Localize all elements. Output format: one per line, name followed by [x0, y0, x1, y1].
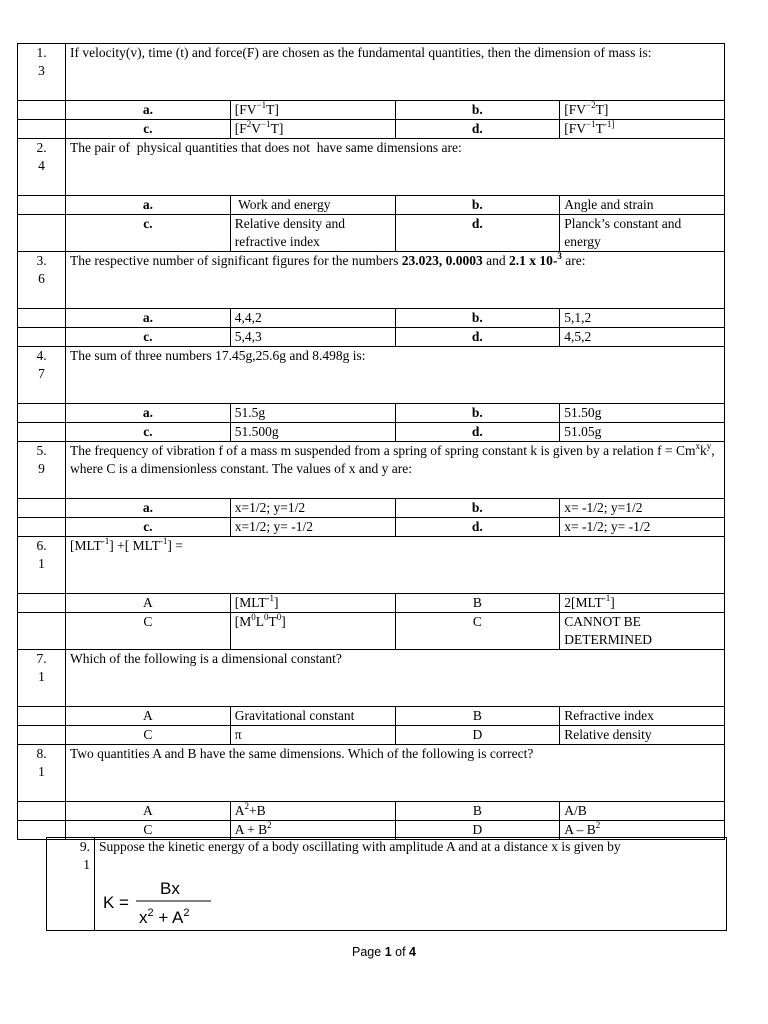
option-label: a. [66, 499, 231, 518]
blank-cell [18, 404, 66, 423]
blank-cell [18, 726, 66, 745]
option-label: a. [66, 101, 231, 120]
question-row [18, 442, 725, 499]
option-text: x=1/2; y= -1/2 [230, 518, 395, 537]
option-text: 51.05g [560, 423, 725, 442]
option-text: $[MLT^{-1}]$ [230, 594, 395, 613]
blank-cell [18, 613, 66, 650]
option-text: A – $B^2$ [560, 821, 725, 840]
option-row [18, 328, 725, 347]
option-row [18, 613, 725, 650]
option-label: A [66, 707, 231, 726]
option-text: π [230, 726, 395, 745]
option-text: 51.5g [230, 404, 395, 423]
question-text: If velocity(v), time (t) and force(F) are chosen as the fundamental quantities, then the dimension of mass is: [66, 44, 725, 101]
option-label: d. [395, 215, 560, 252]
option-text: CANNOT BE DETERMINED [560, 613, 725, 650]
blank-cell [18, 328, 66, 347]
question-number: 5. 9 [18, 442, 66, 499]
option-text: $2[MLT^{-1}]$ [560, 594, 725, 613]
option-label: b. [395, 101, 560, 120]
question-number: 7. 1 [18, 650, 66, 707]
option-text: 51.500g [230, 423, 395, 442]
option-label: c. [66, 120, 231, 139]
page-footer: Page 1 of 4 [352, 945, 416, 959]
blank-cell [18, 101, 66, 120]
option-text: $[F^2V^{-1}T]$ [230, 120, 395, 139]
option-text: A/B [560, 802, 725, 821]
option-label: A [66, 802, 231, 821]
kinetic-energy-formula [103, 878, 243, 928]
option-text: 51.50g [560, 404, 725, 423]
option-label: b. [395, 309, 560, 328]
question-number: 6. 1 [18, 537, 66, 594]
blank-cell [18, 518, 66, 537]
option-text: Planck’s constant and energy [560, 215, 725, 252]
option-row [18, 215, 725, 252]
blank-cell [18, 423, 66, 442]
option-label: a. [66, 196, 231, 215]
question-text: Suppose the kinetic energy of a body oscillating with amplitude A and at a distance x is given by [99, 839, 621, 854]
option-text: Gravitational constant [230, 707, 395, 726]
option-text: 5,4,3 [230, 328, 395, 347]
option-label: D [395, 821, 560, 840]
option-label: C [66, 821, 231, 840]
blank-cell [18, 309, 66, 328]
question-number: 4. 7 [18, 347, 66, 404]
question-row [18, 650, 725, 707]
option-label: C [66, 726, 231, 745]
option-label: a. [66, 404, 231, 423]
question-text: $[MLT^{-1}]$ +[ $MLT^{-1}$] = [66, 537, 725, 594]
option-text: [$FV^{-1}T^{-1]}$ [560, 120, 725, 139]
question-text: The sum of three numbers 17.45g,25.6g and 8.498g is: [66, 347, 725, 404]
formula-denominator: $x^2 + A^2$ [139, 907, 190, 927]
option-row [18, 309, 725, 328]
option-label: B [395, 802, 560, 821]
option-text: Refractive index [560, 707, 725, 726]
blank-cell [18, 707, 66, 726]
option-text: $[FV^{-1}T]$ [230, 101, 395, 120]
option-text: 5,1,2 [560, 309, 725, 328]
option-text: $A + B^2$ [230, 821, 395, 840]
question-row [18, 347, 725, 404]
option-text: Work and energy [230, 196, 395, 215]
option-row [18, 707, 725, 726]
option-text: 4,5,2 [560, 328, 725, 347]
option-row [18, 518, 725, 537]
option-label: B [395, 594, 560, 613]
option-label: d. [395, 518, 560, 537]
question-row [18, 44, 725, 101]
option-label: b. [395, 499, 560, 518]
option-row [18, 196, 725, 215]
option-row [18, 423, 725, 442]
formula-numerator: Bx [160, 879, 180, 898]
option-label: C [395, 613, 560, 650]
option-row [18, 802, 725, 821]
option-text: 4,4,2 [230, 309, 395, 328]
option-label: c. [66, 328, 231, 347]
question-number: 9. 1 [47, 838, 95, 930]
option-text: $[FV^{-2}T]$ [560, 101, 725, 120]
blank-cell [18, 120, 66, 139]
option-row [18, 120, 725, 139]
option-row [18, 726, 725, 745]
option-label: c. [66, 215, 231, 252]
option-text: $A^2+B$ [230, 802, 395, 821]
option-row [18, 594, 725, 613]
question-row [18, 745, 725, 802]
question-text: The frequency of vibration f of a mass m suspended from a spring of spring constant k is given by a relation $f = Cm^xk^y$, where C is a dimensionless constant. The values of x and y are: [66, 442, 725, 499]
question-number: 1. 3 [18, 44, 66, 101]
question-text: The respective number of significant figures for the numbers 23.023, 0.0003 and 2.1 x 10-$^3$ are: [66, 252, 725, 309]
option-label: C [66, 613, 231, 650]
question-row [18, 537, 725, 594]
question-sheet [17, 43, 725, 840]
question-9 [46, 837, 727, 931]
questions-table [17, 43, 725, 840]
formula-lhs: K = [103, 893, 129, 912]
option-label: D [395, 726, 560, 745]
question-number: 3. 6 [18, 252, 66, 309]
option-row [18, 404, 725, 423]
option-label: b. [395, 196, 560, 215]
option-row [18, 101, 725, 120]
blank-cell [18, 499, 66, 518]
option-text: Angle and strain [560, 196, 725, 215]
question-row [18, 139, 725, 196]
option-text: x= -1/2; y=1/2 [560, 499, 725, 518]
option-text: $[M^0L^0T^0]$ [230, 613, 395, 650]
option-text: Relative density [560, 726, 725, 745]
question-row [18, 252, 725, 309]
question-text: The pair of physical quantities that does not have same dimensions are: [66, 139, 725, 196]
question-text: Two quantities A and B have the same dimensions. Which of the following is correct? [66, 745, 725, 802]
option-text: x=1/2; y=1/2 [230, 499, 395, 518]
option-label: c. [66, 423, 231, 442]
option-label: B [395, 707, 560, 726]
option-label: d. [395, 328, 560, 347]
option-label: b. [395, 404, 560, 423]
option-text: x= -1/2; y= -1/2 [560, 518, 725, 537]
question-number: 8. 1 [18, 745, 66, 802]
blank-cell [18, 215, 66, 252]
option-label: c. [66, 518, 231, 537]
option-row [18, 499, 725, 518]
option-label: a. [66, 309, 231, 328]
option-label: d. [395, 120, 560, 139]
option-text: Relative density and refractive index [230, 215, 395, 252]
question-text: Which of the following is a dimensional constant? [66, 650, 725, 707]
blank-cell [18, 196, 66, 215]
option-label: A [66, 594, 231, 613]
question-number: 2. 4 [18, 139, 66, 196]
blank-cell [18, 802, 66, 821]
option-label: d. [395, 423, 560, 442]
blank-cell [18, 594, 66, 613]
